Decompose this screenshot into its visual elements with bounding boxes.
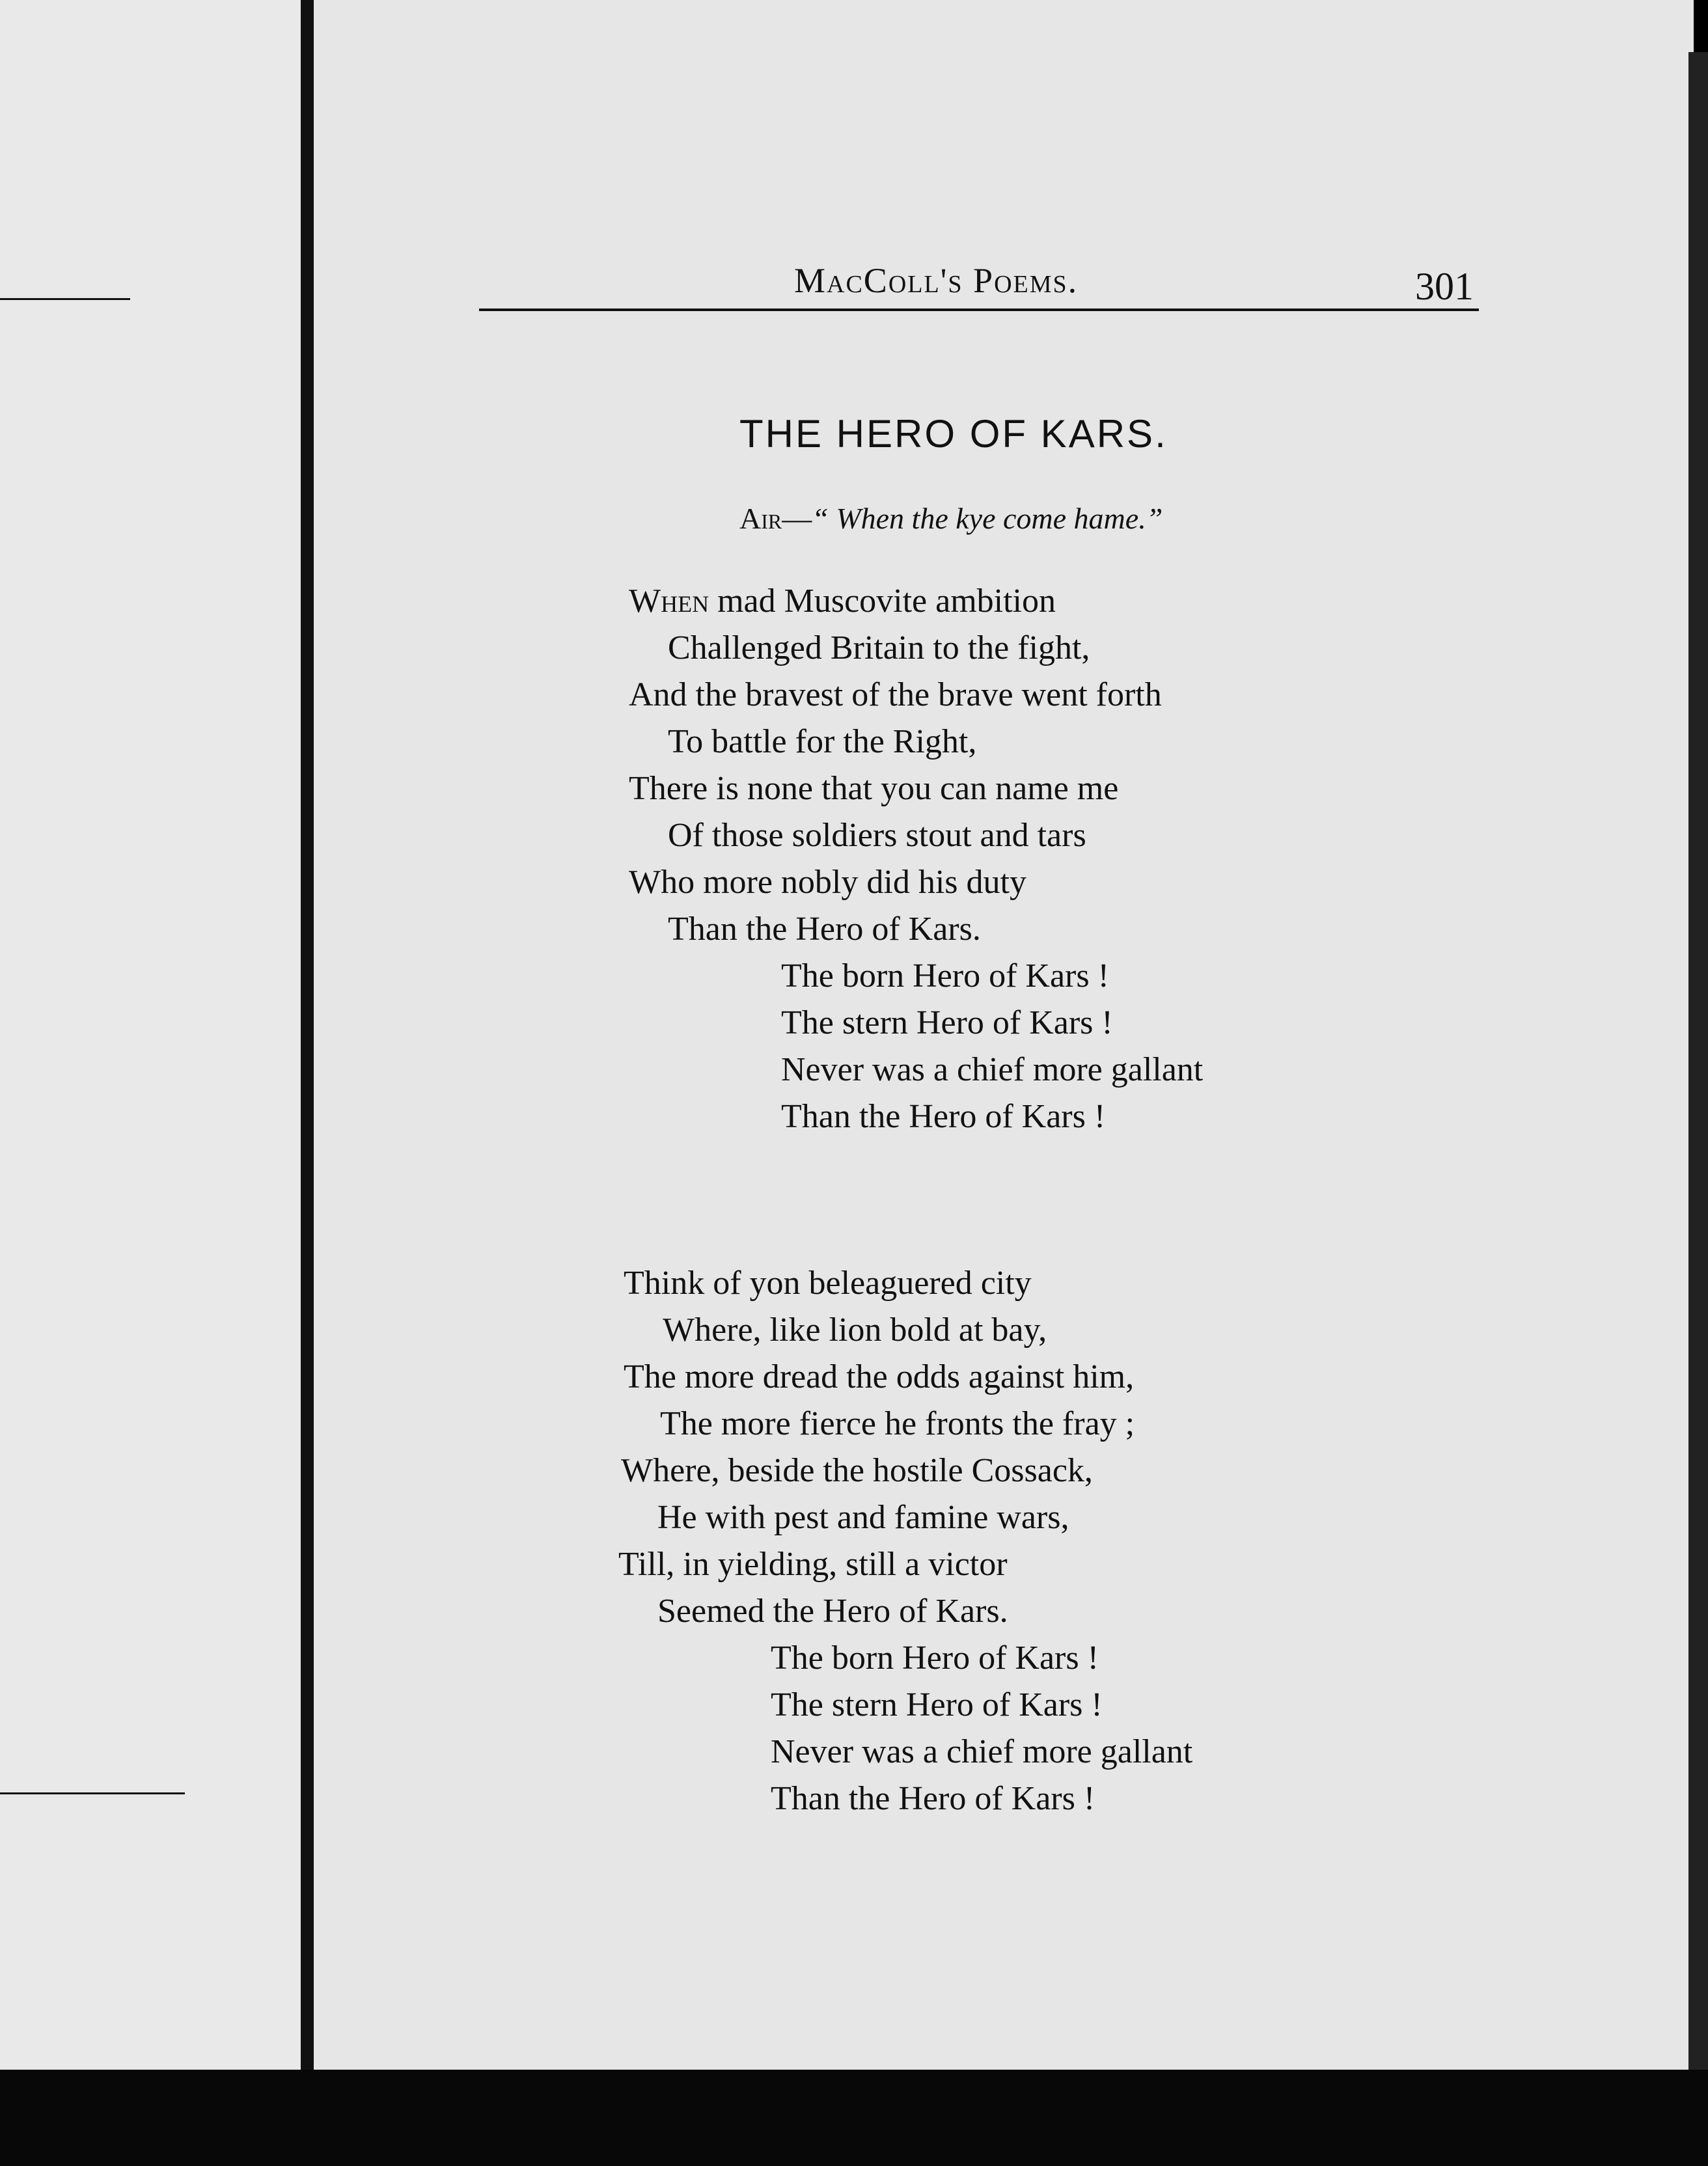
stanza2-line: Till, in yielding, still a victor: [618, 1546, 1008, 1583]
stanza2-chorus-line: Never was a chief more gallant: [771, 1733, 1193, 1770]
page-number: 301: [1415, 265, 1474, 308]
poem-title: THE HERO OF KARS.: [739, 412, 1168, 456]
scan-border: [0, 2070, 1708, 2166]
stanza2-chorus-line: The stern Hero of Kars !: [771, 1686, 1103, 1723]
air-label: Air—: [739, 502, 812, 535]
stanza1-line: And the bravest of the brave went forth: [629, 676, 1162, 713]
stanza1-chorus-line: Than the Hero of Kars !: [781, 1098, 1106, 1135]
stanza2-line: Think of yon beleaguered city: [624, 1265, 1032, 1302]
stanza2-line: Seemed the Hero of Kars.: [657, 1593, 1008, 1630]
stanza1-line1-rest: mad Muscovite ambition: [709, 583, 1056, 620]
stanza1-line: Of those soldiers stout and tars: [668, 817, 1086, 854]
stanza2-line: He with pest and famine wars,: [657, 1499, 1069, 1536]
stanza2-line: The more dread the odds against him,: [624, 1358, 1135, 1395]
stanza1-first-word: When: [629, 583, 709, 620]
stanza2-chorus-line: Than the Hero of Kars !: [771, 1780, 1095, 1817]
stanza2-chorus-line: The born Hero of Kars !: [771, 1639, 1099, 1677]
stanza1-line: There is none that you can name me: [629, 770, 1119, 807]
stanza1-line: To battle for the Right,: [668, 723, 977, 760]
left-page: [0, 0, 301, 2070]
stanza1-line1: [629, 584, 1056, 618]
stanza1-line: Than the Hero of Kars.: [668, 911, 981, 948]
stanza1-chorus-line: The stern Hero of Kars !: [781, 1004, 1113, 1041]
poem-air-note: [739, 501, 1163, 536]
stanza2-line: Where, like lion bold at bay,: [663, 1311, 1047, 1349]
stanza2-line: The more fierce he fronts the fray ;: [660, 1405, 1135, 1442]
running-head: MacColl's Poems.: [794, 261, 1079, 300]
left-page-rule-bottom: [0, 1792, 185, 1794]
stanza1-line: Challenged Britain to the fight,: [668, 629, 1090, 666]
page-edge-shadow: [1688, 52, 1708, 2070]
header-rule: [479, 308, 1479, 311]
stanza2-line: Where, beside the hostile Cossack,: [621, 1452, 1093, 1489]
air-tune: “ When the kye come hame.”: [812, 502, 1163, 535]
stanza1-chorus-line: Never was a chief more gallant: [781, 1051, 1204, 1088]
stanza1-line: Who more nobly did his duty: [629, 864, 1026, 901]
stanza1-chorus-line: The born Hero of Kars !: [781, 957, 1109, 994]
left-page-rule-top: [0, 298, 130, 300]
book-gutter: [301, 0, 314, 2070]
